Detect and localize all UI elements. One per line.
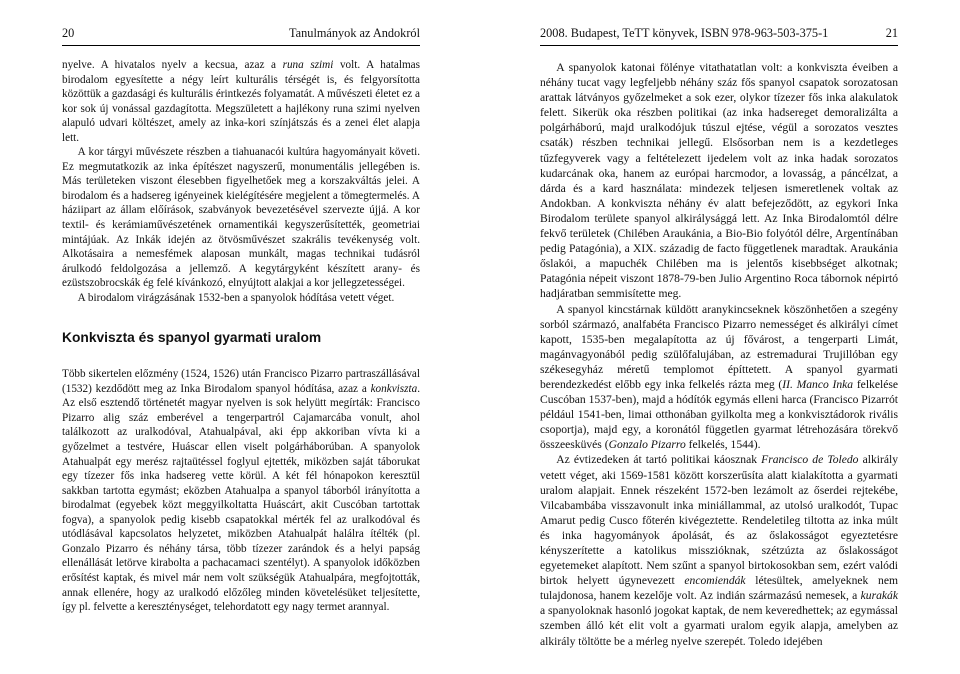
right-page [540,0,898,674]
right-page-number: 21 [885,26,898,40]
left-page-number: 20 [62,26,75,40]
left-paragraph-2: A kor tárgyi művészete részben a tiahuanacói kultúra hagyományait követi. Ez megmutatkozik az inka építészet nagyszerű, monumentális jellegében is. Más területeken viszont élesebben figyelhetőek meg a korszakváltás jelei. A birodalom és a hadsereg igényeinek kielégítésére megjelent a tömegtermelés. A háziipart az állam előírások, szabványok bevezetésével szervezte újjá. A kor textil- és kerámiaművészetének ornamentikái kegyszerűsítették, geometriai mintájúak. Az Inkák idején az ötvösművészet szakrális tevékenység volt. Alkotásaira a nemesfémek alaposan munkált, magas technikai tudásról árulkodó feldolgozása a jellemző. A kegytárgyként készített arany- és ezüstszobrocskák ég felé kívánkozó, elnyújtott alakjai a kor jellegzetességei. [62,146,420,290]
left-paragraph-3: A birodalom virágzásának 1532-ben a spanyolok hódítása vetett véget. [77,291,395,304]
left-header-rule [62,45,420,46]
emphasis-gonzalo-pizarro: Gonzalo Pizarro [608,438,686,452]
emphasis-manco-inka: II. Manco Inka [782,377,854,391]
section-heading: Konkviszta és spanyol gyarmati uralom [62,330,322,346]
spacer [62,347,420,367]
right-paragraph-3: Az évtizedeken át tartó politikai káosznak Francisco de Toledo alkirály vetett véget, aki 1569-1581 között korszerűsíta alatt kialakította a gyarmati uralom alapjait. Ennek részeként 1572-ben lezámolt az őserdei rejtekébe, Vilcabambába visszavonult inka miniállammal, az utolsó uralkodót, Tupac Amarut pedig Cusco főterén kivégeztette. Rendeletileg tiltotta az inka múlt és inka hagyományok ápolását, és az őslakosságot egyeztetésre kényszerítette a katolikus misszióknak, szétzúzta az őslakosságot egyetemeket alapított. Nem szűnt a spanyol birtokosokban sem, ezért valódi birtok helyett úgynevezett encomiendák létesültek, amelyeknek nem tulajdonosa, hanem kezelője volt. Az indián származású nemesek, a kurakák a spanyoloknak hasonló jogokat kaptak, de nem keveredhettek; az egymással szemben álló két elit volt a gyarmati uralom egyik alapja, amelyben az alkirály töltötte be a mérleg nyelve szerepét. Toledo idejében [540,453,899,648]
emphasis-konkviszta: konkviszta [370,382,418,395]
emphasis-runa-szimi: runa szimi [282,59,334,71]
emphasis-encomiendak: encomiendák [684,574,746,588]
left-paragraph-1: nyelve. A hivatalos nyelv a kecsua, azaz a runa szimi volt. A hatalmas birodalom egyesítette a négy leírt kulturális térségét is, és felgyorsította közöttük a gazdasági és kulturális érintkezés folyamatát. A művészeti életet ez a kor sok új vonással gazdagította. Megszületett a hajlékony runa szimi nyelven alapuló udvari költészet, amely az inka-kori színjátszás és a zenei élet alapja lett. [62,59,420,144]
emphasis-francisco-de-toledo: Francisco de Toledo [761,453,859,467]
right-header-rule [540,45,898,46]
left-running-title: Tanulmányok az Andokról [289,26,420,40]
left-paragraph-4: Több sikertelen előzmény (1524, 1526) után Francisco Pizarro partraszállásával (1532) kezdődött meg az Inka Birodalom spanyol hódítása, azaz a konkviszta. Az első esztendő történetét magyar nyelven is sok helyütt megírták: Francisco Pizarro alig száz emberével a tengerpartról Cajamarcába vonult, ahol találkozott az uralkodóval, Atahualpával, aki épp akkoriban vívta ki a győzelmet a testvére, Huáscar ellen viselt polgárháborúban. A spanyolok Atahualpát egy merész rajtaütéssel foglyul ejtették, miközben saját táborukat egy tízezer fős inka hadsereg vette körül. A két fél hónapokon keresztül sakkban tartotta egymást; eközben Atahualpa a spanyol táborból irányította a birodalmat (egyebek közt meggyilkoltatta Huáscárt, akit Cuscóban tartottak fogva), a spanyolok pedig kisebb csapatokkal mérték fel az uralkodóval és utódlásával kapcsolatos helyzetet, miközben Atahualpát halálra ítélték (pl. Gonzalo Pizarro és néhány társa, több tízezer zarándok és a helyi papság ellenállását letörve kirabolta a pachacamaci szentélyt). A spanyolok időközben erősítést kaptak, és mivel már nem volt szükségük Atahualpára, megfojtották, annak ellenére, hogy az uralkodó előzőleg minden követelésüket teljesítette, így pl. felvette a kereszténységet, telehordatott egy nagy termet arannyal. [62,368,420,614]
left-page [62,0,420,674]
right-paragraph-2: A spanyol kincstárnak küldött aranykincseknek köszönhetően a szegény sorból származó, analfabéta Francisco Pizarro nemességet és alkirályi címet kapott, 1535-ben megalapította az új fővárost, a tengerparti Limát, magánvagyonából pedig szülőfalujában, az estremadurai Trujillóban egy székesegyház méretű templomot építtetett. A spanyol gyarmati berendezkedést előbb egy inka felkelés rázta meg (II. Manco Inka felkelése Cuscóban 1537-ben), majd a hódítók egymás elleni harca (Francisco Pizarrót például 1541-ben, limai otthonában gyilkolta meg a konkvisztádorok rivális csoportja), majd egy, a koronától független gyarmat létrehozására törekvő összeesküvés (Gonzalo Pizarro felkelés, 1544). [540,302,899,452]
right-page-header [540,26,898,41]
spacer [62,305,420,317]
right-paragraph-1: A spanyolok katonai fölénye vitathatatlan volt: a konkviszta éveiben a néhány tucat vagy legfeljebb néhány száz fős spanyol csapatok sorozatosan arattak látványos győzelmeket a sok ezer, olykor tízezer fős inka alakulatok felett. Sikerük oka részben politikai (az inka hadsereget demoralizálta a polgárháború, majd uralkodójuk túszul ejtése, végül a sorozatos vesztes csaták) részben technikai jellegű. Elsősorban nem is a kezdetleges tűzfegyverek vagy a feltételezett ijedelem volt az inka hadak sorozatos kudarcának oka, hanem az európai harcmodor, a lovasság, a páncélzat, a dárda és a kard használata: mindezek teljesen ismeretlenek voltak az Andokban. A konkviszta néhány év alatt befejeződött, az egykori Inka Birodalom területe spanyol alkirálysággá lett. Az Inka Birodalomtól délre fekvő területek (Chilében Araukánia, a Bio-Bio folyótól délre, Argentínában pedig Patagónia), a XIX. századig de facto függetlenek maradtak. Araukánia őslakói, a mapuchék Chilében ma is jelentős kisebbséget alkotnak; Patagónia népeit viszont 1878-79-ben Julio Argentino Roca tábornok népirtó hadjáratban semmisítette meg. [540,61,898,301]
left-page-body [62,58,420,615]
right-page-body [540,60,898,649]
left-page-header [62,26,420,41]
spacer [62,317,420,329]
right-running-title: 2008. Budapest, TeTT könyvek, ISBN 978-963-503-375-1 [540,26,829,40]
emphasis-kurakak: kurakák [860,589,898,603]
